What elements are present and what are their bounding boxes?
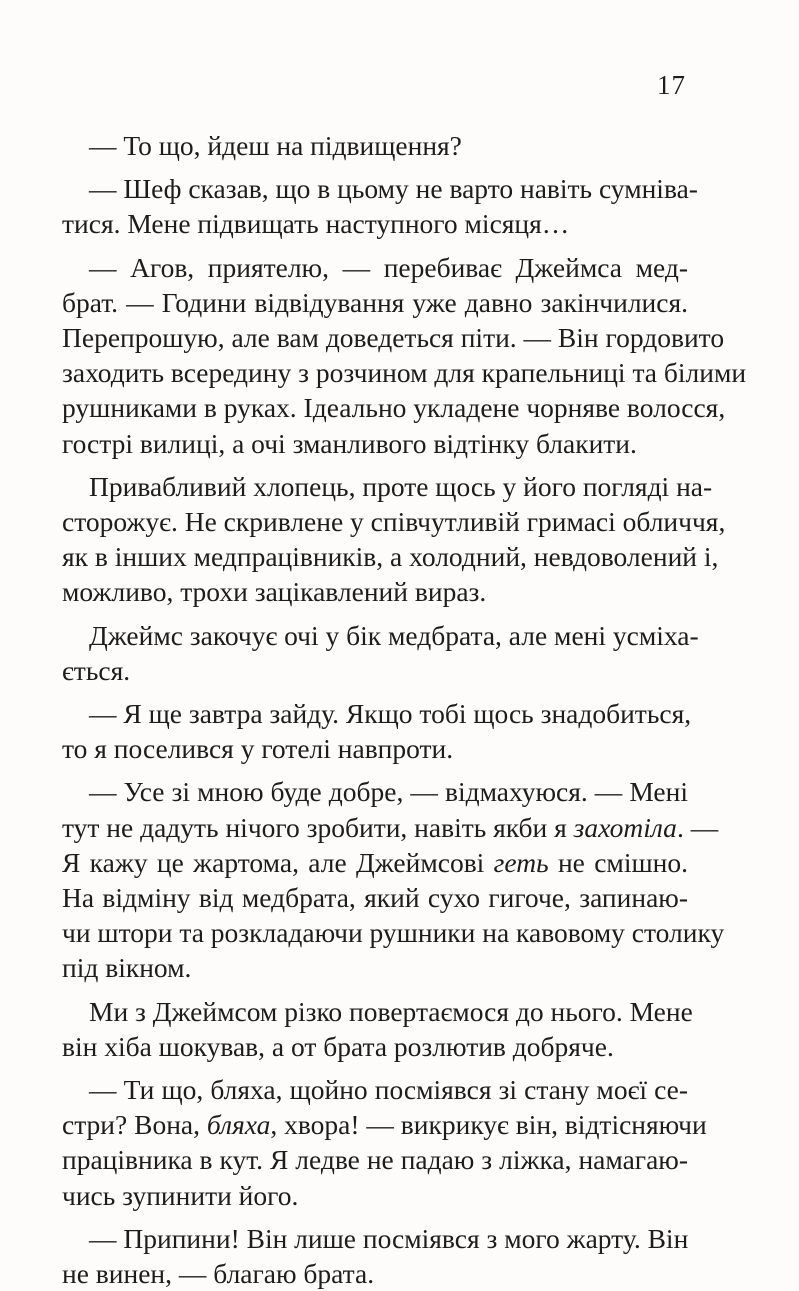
text-run: під вікном.	[62, 952, 192, 984]
text-line	[62, 1107, 707, 1142]
text-line: то я поселився у готелі навпроти.	[62, 733, 454, 765]
text-line: — Я ще завтра зайду. Якщо тобі щось знадобиться,	[89, 698, 692, 730]
text-line: тися. Мене підвищать наступного місяця…	[62, 208, 570, 240]
text-line: брат. — Години відвідування уже давно закінчилися.	[62, 286, 688, 318]
text-line: — Агов, приятелю, — перебиває Джеймса мед-	[89, 251, 688, 283]
page-number: 17	[657, 70, 686, 100]
text-line	[62, 845, 688, 880]
text-line	[62, 880, 688, 915]
paragraph-8	[62, 994, 693, 1064]
text-line: Перепрошую, але вам доведеться піти. — Він гордовито	[62, 322, 725, 354]
text-line: не винен, — благаю брата.	[62, 1258, 375, 1290]
paragraph-4	[62, 469, 726, 610]
text-run: працівника в кут. Я ледве не падаю з ліжка, намагаю-	[62, 1144, 688, 1176]
text-line: гострі вилиці, а очі зманливого відтінку блакити.	[62, 427, 637, 459]
text-line: Привабливий хлопець, проте щось у його погляді на-	[89, 470, 713, 502]
italic-word: геть	[493, 846, 549, 878]
italic-word: захотіла	[573, 811, 677, 843]
text-line: заходить всередину з розчином для крапельниці та білими	[62, 357, 747, 389]
text-line: — То що, йдеш на підвищення?	[89, 130, 462, 161]
paragraph-1	[62, 128, 688, 163]
text-run: . —	[676, 811, 719, 843]
text-line	[62, 1142, 688, 1177]
text-line: можливо, трохи зацікавлений вираз.	[62, 576, 487, 608]
paragraph-5	[62, 618, 699, 688]
text-run: чись зупинити його.	[62, 1179, 299, 1211]
text-line: рушниками в руках. Ідеально укладене чорняве волосся,	[62, 392, 726, 424]
paragraph-2	[62, 171, 698, 241]
paragraph-10	[62, 1221, 688, 1291]
text-run: Я кажу це жартома, але Джеймсові	[62, 846, 494, 878]
text-line	[62, 1178, 688, 1213]
body-text	[62, 128, 747, 1291]
text-run: чи штори та розкладаючи рушники на кавовому столику	[62, 917, 725, 949]
text-line: як в інших медпрацівників, а холодний, невдоволений і,	[62, 541, 719, 573]
italic-word: бляха	[206, 1109, 271, 1141]
paragraph-6	[62, 696, 692, 766]
text-line: він хіба шокував, а от брата розлютив добряче.	[62, 1030, 614, 1062]
text-line	[62, 774, 688, 809]
text-line: Ми з Джеймсом різко повертаємося до нього. Мене	[89, 995, 693, 1027]
text-line	[62, 810, 719, 845]
text-line	[62, 915, 725, 950]
text-run: На відміну від медбрата, який сухо гигоче, запинаю-	[62, 882, 688, 914]
text-run: не смішно.	[548, 846, 688, 878]
text-run: тут не дадуть нічого зробити, навіть якби я	[62, 811, 574, 843]
text-line: ється.	[62, 654, 131, 686]
text-run: — Усе зі мною буде добре, — відмахуюся. — Мені	[89, 776, 688, 808]
text-line: сторожує. Не скривлене у співчутливій гримасі обличчя,	[62, 506, 726, 538]
paragraph-9	[62, 1072, 707, 1213]
text-run: стри? Вона,	[62, 1109, 207, 1141]
text-line	[62, 1072, 688, 1107]
paragraph-7	[62, 774, 725, 985]
text-run: , хвора! — викрикує він, відтісняючи	[270, 1109, 707, 1141]
text-run: — Ти що, бляха, щойно посміявся зі стану моєї се-	[89, 1074, 688, 1106]
text-line	[62, 950, 688, 985]
text-line: — Припини! Він лише посміявся з мого жарту. Він	[89, 1222, 689, 1254]
text-line: — Шеф сказав, що в цьому не варто навіть сумніва-	[89, 173, 698, 205]
paragraph-3	[62, 250, 747, 461]
text-line: Джеймс закочує очі у бік медбрата, але мені усміха-	[89, 619, 699, 651]
